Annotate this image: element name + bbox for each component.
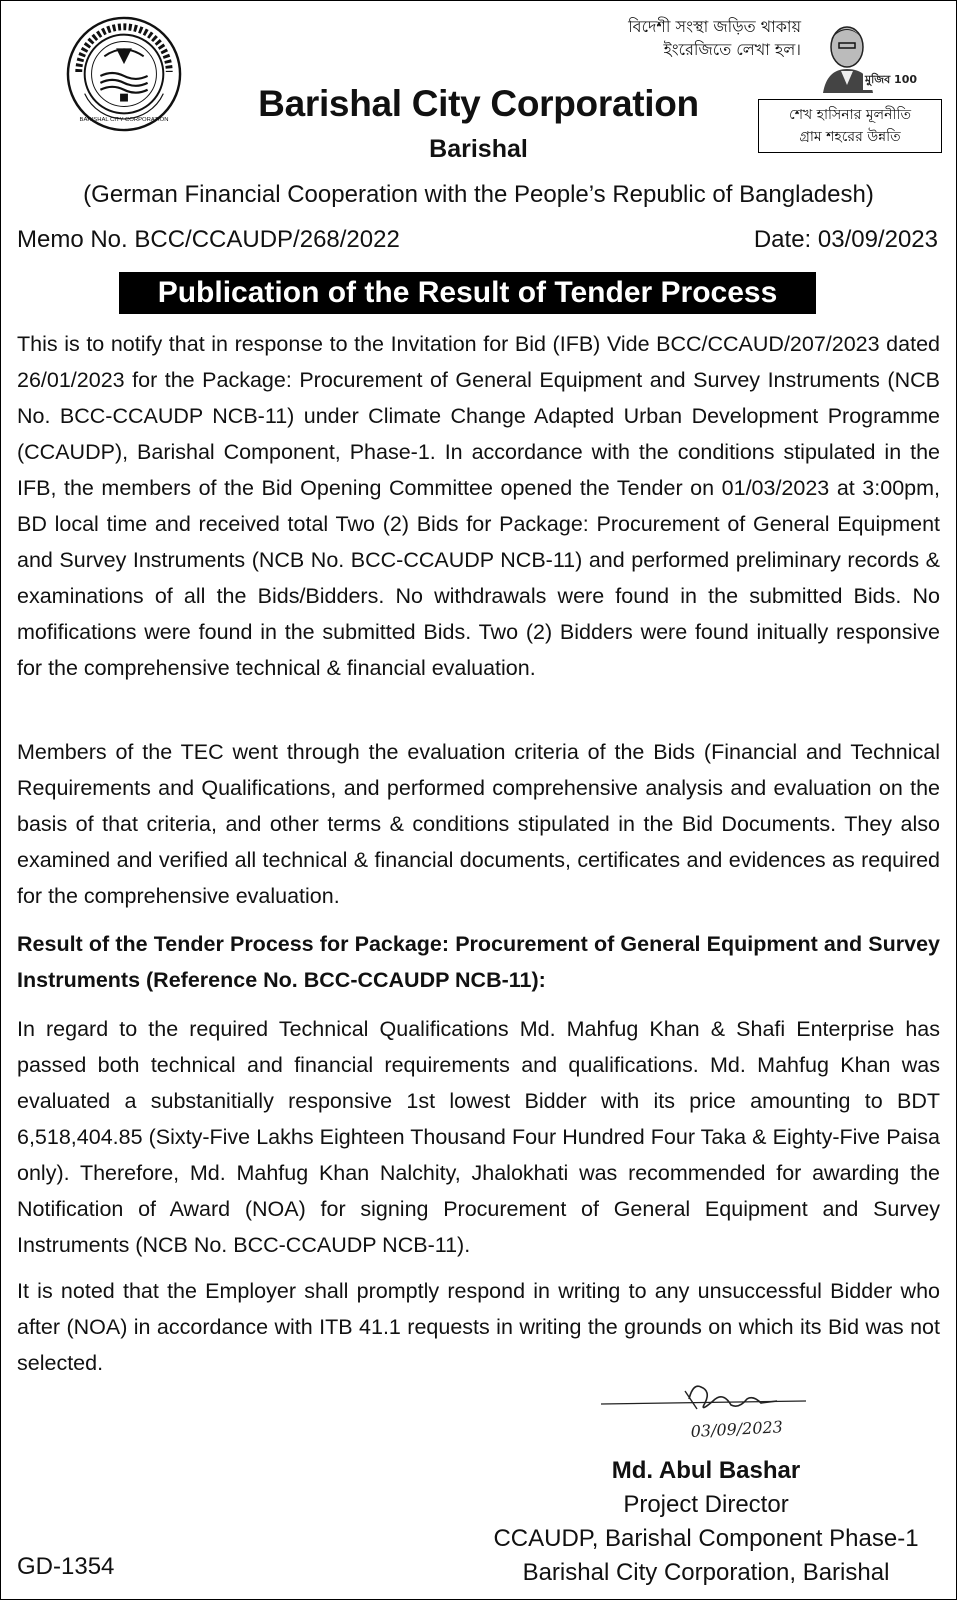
signatory-organization: Barishal City Corporation, Barishal <box>522 1559 890 1586</box>
handwritten-signature <box>601 1379 821 1451</box>
organization-title: Barishal City Corporation <box>258 83 699 124</box>
motto-line-1: শেখ হাসিনার মূলনীতি <box>789 107 911 123</box>
bangla-note-line-2: ইংরেজিতে লেখা হল। <box>663 40 801 59</box>
svg-text:03/09/2023: 03/09/2023 <box>690 1417 784 1441</box>
notice-heading-banner: Publication of the Result of Tender Process <box>119 272 816 314</box>
gd-code: GD-1354 <box>17 1553 115 1580</box>
paragraph-bid-opening: This is to notify that in response to the Invitation for Bid (IFB) Vide BCC/CCAUD/207/2023 dated 26/01/2023 for the Package: Procurement of General Equipment and Survey Instruments (NCB No. BCC-CCAUDP NCB-11) under Climate Change Adapted Urban Development Programme (CCAUDP), Barishal Component, Phase-1. In accordance with the conditions stipulated in the IFB, the members of the Bid Opening Committee opened the Tender on 01/03/2023 at 3:00pm, BD local time and received total Two (2) Bids for Package: Procurement of General Equipment and Survey Instruments (NCB No. BCC-CCAUDP NCB-11) and performed preliminary records & examinations of all the Bids/Bidders. No withdrawals were found in the submitted Bids. No mofifications were found in the submitted Bids. Two (2) Bidders were found initually responsive for the comprehensive technical & financial evaluation. <box>17 332 940 680</box>
mujib-100-logo-label: মুজিব 100 <box>863 71 919 90</box>
paragraph-evaluation: Members of the TEC went through the evaluation criteria of the Bids (Financial and Technical Requirements and Qualifications, and performed comprehensive analysis and evaluation on the basis of that criteria, and other terms & conditions stipulated in the Bid Documents. They also examined and verified all technical & financial documents, certificates and evidences as required for the comprehensive evaluation. <box>17 740 940 908</box>
motto-line-2: গ্রাম শহরের উন্নতি <box>799 129 901 145</box>
result-heading: Result of the Tender Process for Package: Procurement of General Equipment and Survey Instruments (Reference No. BCC-CCAUDP NCB-11): <box>17 932 940 992</box>
bangla-language-note <box>571 15 801 61</box>
signatory-component: CCAUDP, Barishal Component Phase-1 <box>493 1525 919 1552</box>
signatory-name: Md. Abul Bashar <box>611 1457 801 1484</box>
memo-number: Memo No. BCC/CCAUDP/268/2022 <box>17 226 400 253</box>
svg-text:BARISHAL CITY CORPORATION: BARISHAL CITY CORPORATION <box>79 117 169 124</box>
signatory-title: Project Director <box>623 1491 789 1518</box>
financing-subtitle: (German Financial Cooperation with the People’s Republic of Bangladesh) <box>83 181 874 208</box>
paragraph-unsuccessful-bidder-note: It is noted that the Employer shall promptly respond in writing to any unsuccessful Bidder who after (NOA) in accordance with ITB 41.1 requests in writing the grounds on which its Bid was not selected. <box>17 1279 940 1375</box>
notice-date: Date: 03/09/2023 <box>753 226 938 253</box>
signature-block <box>471 1454 941 1590</box>
organization-city: Barishal <box>429 135 528 163</box>
paragraph-award-recommendation: In regard to the required Technical Qualifications Md. Mahfug Khan & Shafi Enterprise has passed both technical and financial requirements and qualifications. Md. Mahfug Khan was evaluated a substanitially responsive 1st lowest Bidder with its price amounting to BDT 6,518,404.85 (Sixty-Five Lakhs Eighteen Thousand Four Hundred Four Taka & Eighty-Five Paisa only). Therefore, Md. Mahfug Khan Nalchity, Jhalokhati was recommended for awarding the Notification of Award (NOA) for signing Procurement of General Equipment and Survey Instruments (NCB No. BCC-CCAUDP NCB-11). <box>17 1017 940 1257</box>
bangla-note-line-1: বিদেশী সংস্থা জড়িত থাকায় <box>628 17 801 36</box>
